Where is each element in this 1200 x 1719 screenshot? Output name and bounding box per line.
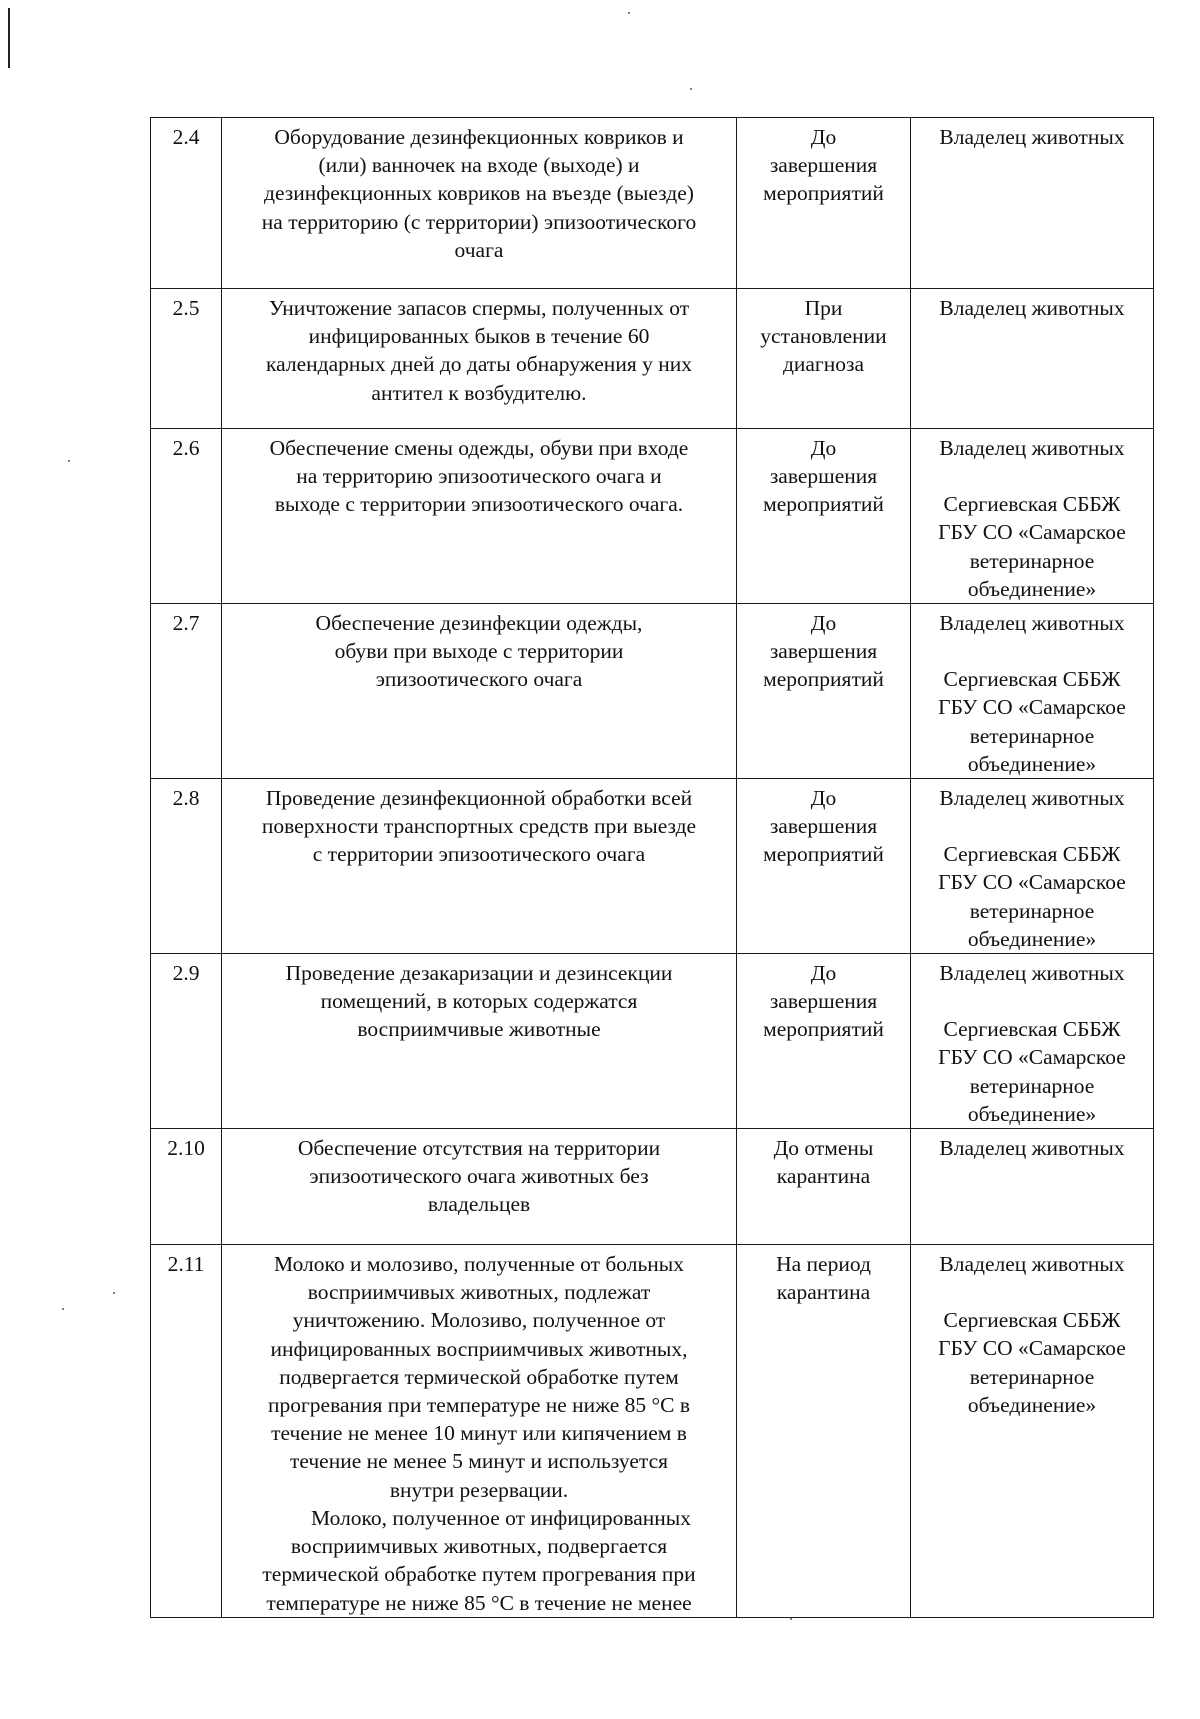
- table-row: [151, 604, 1154, 779]
- responsible-text: [911, 604, 1154, 779]
- measure-text: Оборудование дезинфекционных ковриков и (или) ванночек на входе (выходе) и дезинфекционных ковриков на въезде (выезде) на территорию (с территории) эпизоотического очага: [222, 118, 737, 289]
- owner-label: Владелец животных: [939, 296, 1125, 320]
- term-text: До завершения мероприятий: [737, 779, 911, 954]
- responsible-text: [911, 1245, 1154, 1618]
- row-number: 2.6: [151, 429, 222, 604]
- responsible-text: [911, 779, 1154, 954]
- scan-speck: [62, 1308, 64, 1310]
- vet-service-label: Сергиевская СББЖ ГБУ СО «Самарское ветеринарное объединение»: [938, 492, 1126, 601]
- vet-service-label: Сергиевская СББЖ ГБУ СО «Самарское ветеринарное объединение»: [938, 1308, 1126, 1417]
- responsible-text: [911, 954, 1154, 1129]
- measure-text: Обеспечение смены одежды, обуви при входе на территорию эпизоотического очага и выходе с территории эпизоотического очага.: [222, 429, 737, 604]
- scan-speck: [68, 460, 70, 462]
- term-text: До завершения мероприятий: [737, 118, 911, 289]
- term-text: До завершения мероприятий: [737, 954, 911, 1129]
- responsible-text: [911, 429, 1154, 604]
- measure-text: Уничтожение запасов спермы, полученных от инфицированных быков в течение 60 календарных дней до даты обнаружения у них антител к возбудителю.: [222, 289, 737, 429]
- table-row: [151, 429, 1154, 604]
- row-number: 2.4: [151, 118, 222, 289]
- responsible-text: [911, 1129, 1154, 1245]
- owner-label: Владелец животных: [939, 1136, 1125, 1161]
- vet-service-label: Сергиевская СББЖ ГБУ СО «Самарское ветеринарное объединение»: [938, 1017, 1126, 1126]
- measure-text: Проведение дезакаризации и дезинсекции помещений, в которых содержатся восприимчивые животные: [222, 954, 737, 1129]
- row-number: 2.5: [151, 289, 222, 429]
- term-text: До отмены карантина: [737, 1129, 911, 1245]
- term-text: До завершения мероприятий: [737, 429, 911, 604]
- measure-paragraph: Молоко, полученное от инфицированных восприимчивых животных, подвергается термической обработке путем прогревания при температуре не ниже 85 °С в течение не менее: [262, 1505, 696, 1615]
- table-row: [151, 118, 1154, 289]
- owner-label: Владелец животных: [939, 125, 1125, 149]
- scan-speck: [628, 12, 630, 14]
- term-text: На период карантина: [737, 1245, 911, 1618]
- owner-label: Владелец животных: [939, 436, 1125, 460]
- owner-label: Владелец животных: [939, 961, 1125, 986]
- table-row: [151, 954, 1154, 1129]
- row-number: 2.7: [151, 604, 222, 779]
- scan-edge-mark: [8, 8, 10, 68]
- vet-service-label: Сергиевская СББЖ ГБУ СО «Самарское ветеринарное объединение»: [938, 667, 1126, 776]
- owner-label: Владелец животных: [939, 786, 1125, 811]
- measure-text: Проведение дезинфекционной обработки всей поверхности транспортных средств при выезде с территории эпизоотического очага: [222, 779, 737, 954]
- owner-label: Владелец животных: [939, 1252, 1125, 1277]
- vet-service-label: Сергиевская СББЖ ГБУ СО «Самарское ветеринарное объединение»: [938, 842, 1126, 951]
- scan-speck: [690, 88, 692, 90]
- owner-label: Владелец животных: [939, 611, 1125, 636]
- measure-text: Обеспечение дезинфекции одежды, обуви при выходе с территории эпизоотического очага: [222, 604, 737, 779]
- scan-speck: [113, 1292, 115, 1294]
- table-row: [151, 1129, 1154, 1245]
- measure-text: [222, 1245, 737, 1618]
- responsible-text: [911, 289, 1154, 429]
- table-row: [151, 289, 1154, 429]
- row-number: 2.10: [151, 1129, 222, 1245]
- row-number: 2.11: [151, 1245, 222, 1618]
- row-number: 2.8: [151, 779, 222, 954]
- term-text: До завершения мероприятий: [737, 604, 911, 779]
- measure-paragraph: Молоко и молозиво, полученные от больных восприимчивых животных, подлежат уничтожению. Молозиво, полученное от инфицированных восприимчивых животных, подвергается термической обработке путем прогревания при температуре не ниже 85 °С в течение не менее 10 минут или кипячением в течение не менее 5 минут и используется внутри резервации.: [267, 1252, 691, 1502]
- measure-text: Обеспечение отсутствия на территории эпизоотического очага животных без владельцев: [222, 1129, 737, 1245]
- row-number: 2.9: [151, 954, 222, 1129]
- table-row: [151, 1245, 1154, 1618]
- responsible-text: [911, 118, 1154, 289]
- measures-table: [150, 117, 1154, 1618]
- table-row: [151, 779, 1154, 954]
- term-text: При установлении диагноза: [737, 289, 911, 429]
- scan-speck: [790, 1618, 792, 1620]
